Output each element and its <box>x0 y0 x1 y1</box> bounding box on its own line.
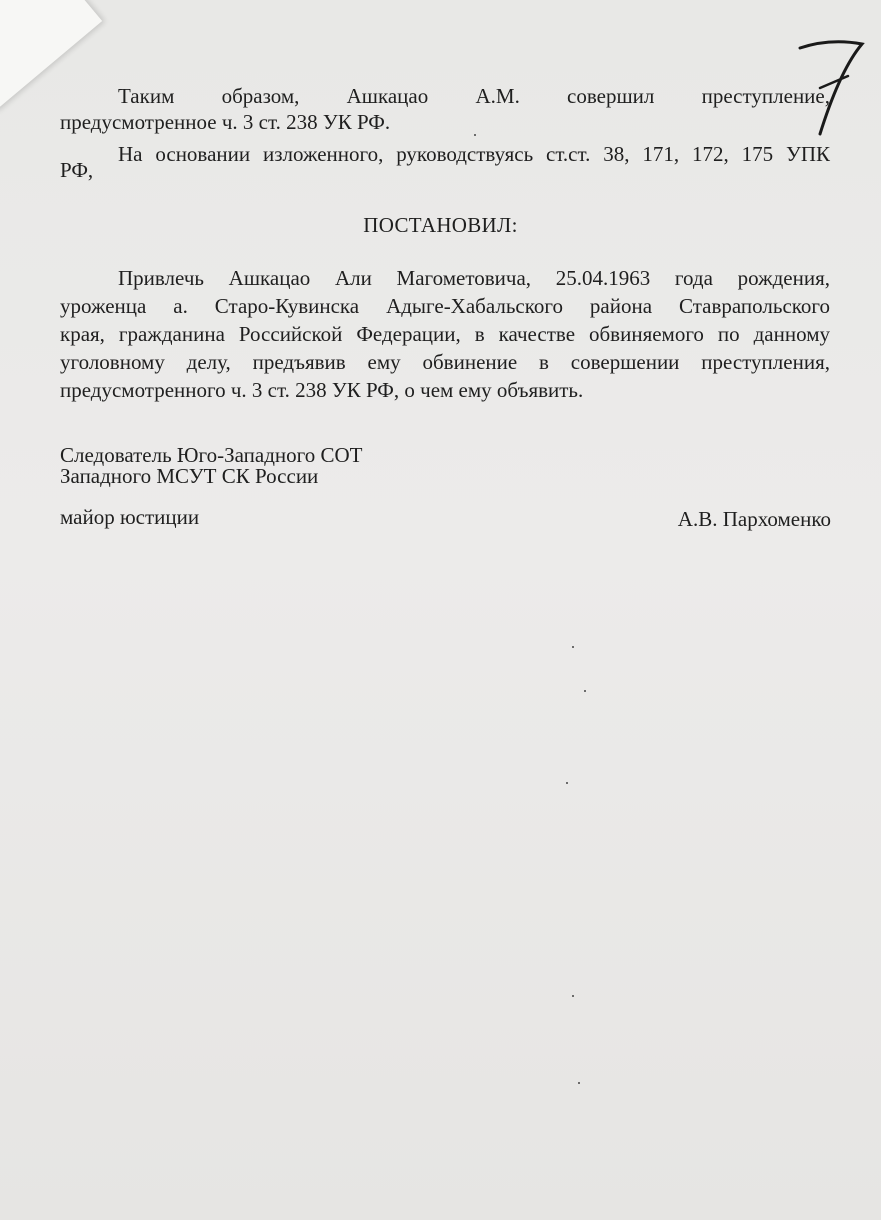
paragraph-decision-line-3: края, гражданина Российской Федерации, в качестве обвиняемого по данному <box>60 322 830 346</box>
paragraph-decision-line-1: Привлечь Ашкацао Али Магометовича, 25.04.1963 года рождения, <box>118 266 830 290</box>
signature-position-line-2: Западного МСУТ СК России <box>60 464 319 488</box>
scan-speck <box>474 134 476 136</box>
scan-speck <box>578 1082 580 1084</box>
paragraph-basis-line-2: РФ, <box>60 158 94 182</box>
paragraph-conclusion <box>60 82 830 110</box>
signature-position-line-1: Следователь Юго-Западного СОТ <box>60 443 363 467</box>
paragraph-conclusion-line-2: предусмотренное ч. 3 ст. 238 УК РФ. <box>60 110 391 134</box>
paragraph-conclusion-line-1: Таким образом, Ашкацао А.М. совершил преступление, <box>118 84 830 108</box>
paragraph-decision-line-5: предусмотренного ч. 3 ст. 238 УК РФ, о чем ему объявить. <box>60 378 584 402</box>
scan-speck <box>566 782 568 784</box>
scan-speck <box>584 690 586 692</box>
paragraph-decision-line-2: уроженца а. Старо-Кувинска Адыге-Хабальского района Ставрапольского <box>60 294 830 318</box>
signature-rank: майор юстиции <box>60 505 200 529</box>
scan-speck <box>572 995 574 997</box>
paragraph-decision <box>60 264 830 404</box>
paragraph-decision-line-4: уголовному делу, предъявив ему обвинение в совершении преступления, <box>60 350 830 374</box>
paragraph-basis <box>60 140 830 168</box>
paragraph-basis-line-1: На основании изложенного, руководствуясь ст.ст. 38, 171, 172, 175 УПК <box>118 142 830 166</box>
signature-name: А.В. Пархоменко <box>677 507 831 531</box>
scan-speck <box>572 646 574 648</box>
decision-heading: ПОСТАНОВИЛ: <box>363 213 518 237</box>
